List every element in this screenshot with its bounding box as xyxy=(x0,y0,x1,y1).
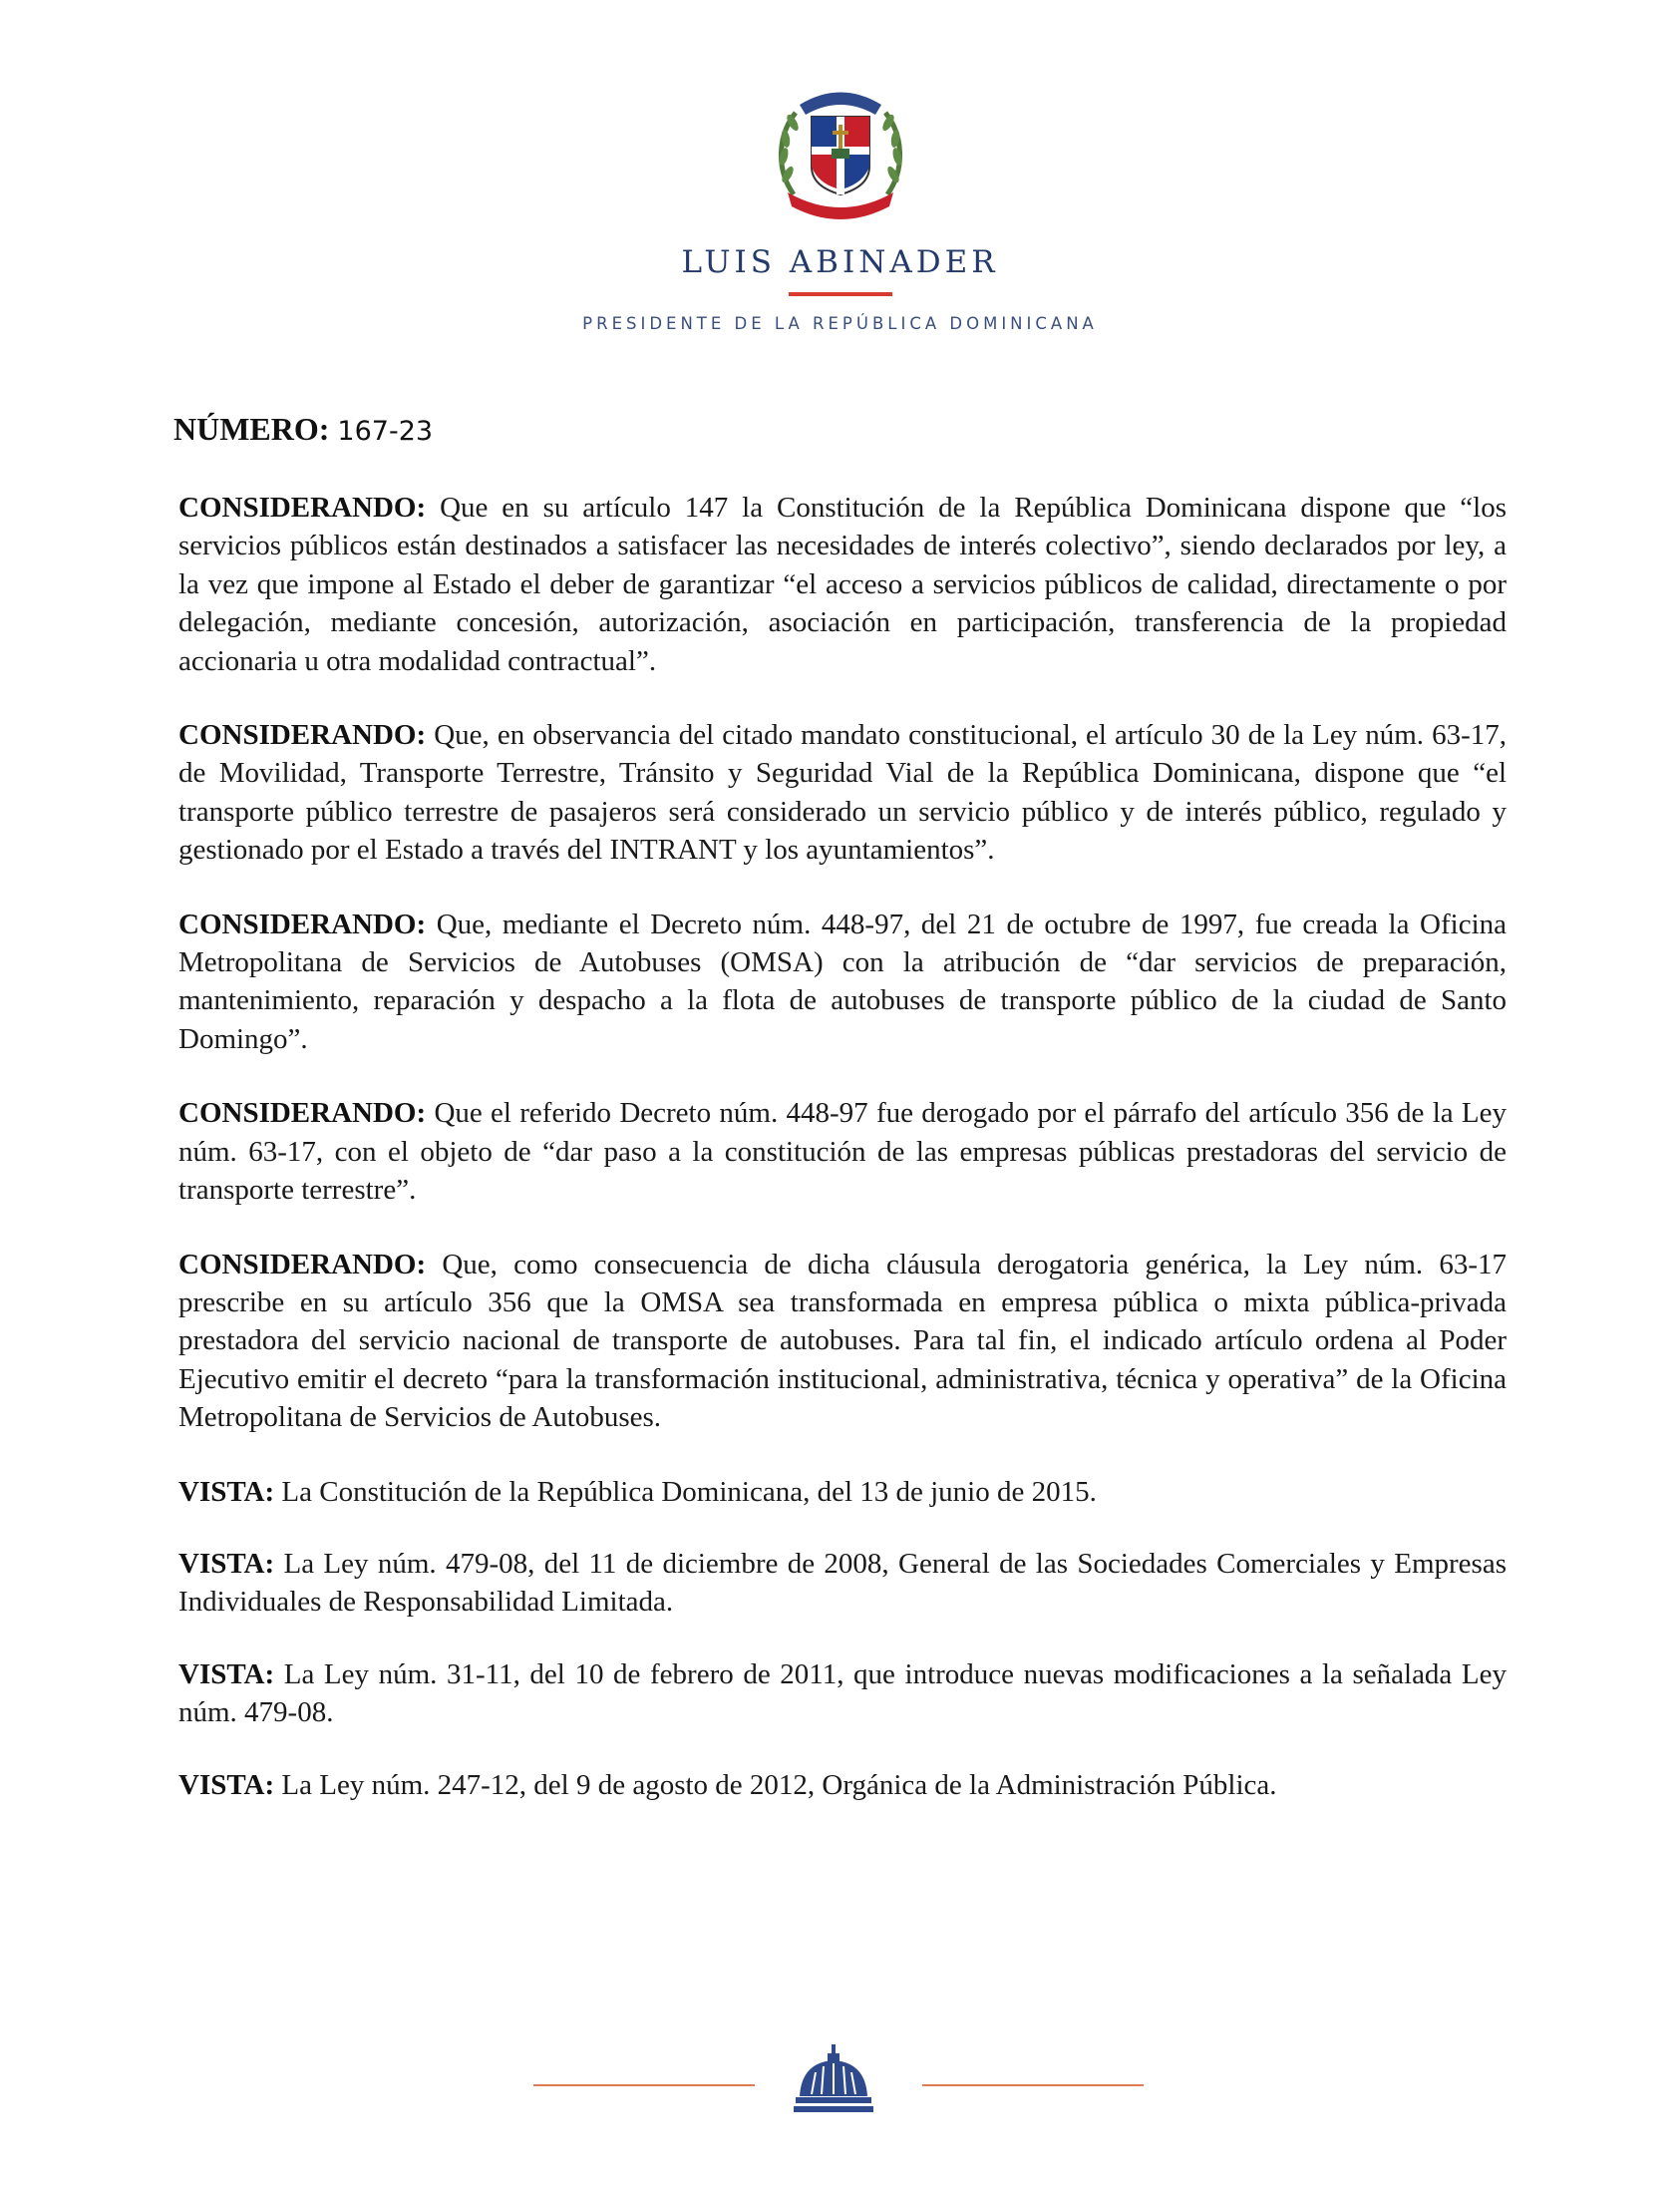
vista-paragraph xyxy=(178,1545,1507,1622)
paragraph-label: VISTA: xyxy=(178,1547,275,1580)
footer-rule-right xyxy=(922,2084,1144,2086)
paragraph-text: Que, mediante el Decreto núm. 448-97, del 21 de octubre de 1997, fue creada la Oficina Metropolitana de Servicios de Autobuses (OMSA) con la atribución de “dar servicios de preparación, mantenimiento, reparación y despacho a la flota de autobuses de transporte público de la ciudad de Santo Domingo”. xyxy=(178,908,1507,1055)
paragraph-text: Que, como consecuencia de dicha cláusula derogatoria genérica, la Ley núm. 63-17 prescribe en su artículo 356 que la OMSA sea transformada en empresa pública o mixta pública-privada prestadora del servicio nacional de transporte de autobuses. Para tal fin, el indicado artículo ordena al Poder Ejecutivo emitir el decreto “para la transformación institucional, administrativa, técnica y operativa” de la Oficina Metropolitana de Servicios de Autobuses. xyxy=(178,1248,1508,1434)
paragraph-label: CONSIDERANDO: xyxy=(178,908,427,940)
paragraph-label: CONSIDERANDO: xyxy=(178,719,427,752)
paragraph-label: VISTA: xyxy=(178,1768,275,1801)
letterhead xyxy=(0,75,1680,333)
numero-value: 167-23 xyxy=(337,416,434,447)
paragraph-label: CONSIDERANDO: xyxy=(178,1097,427,1130)
considerando-paragraph xyxy=(178,716,1507,870)
considerando-paragraph xyxy=(178,906,1507,1059)
palace-dome-icon xyxy=(794,2044,873,2114)
decree-body xyxy=(178,489,1507,1838)
coat-of-arms-icon xyxy=(766,75,915,224)
paragraph-text: La Ley núm. 247-12, del 9 de agosto de 2012, Orgánica de la Administración Pública. xyxy=(281,1768,1277,1801)
paragraph-text: La Constitución de la República Dominicana, del 13 de junio de 2015. xyxy=(281,1475,1097,1508)
considerando-paragraph xyxy=(178,489,1507,680)
considerando-paragraph xyxy=(178,1246,1507,1437)
paragraph-label: VISTA: xyxy=(178,1657,275,1690)
paragraph-text: La Ley núm. 479-08, del 11 de diciembre de 2008, General de las Sociedades Comerciales y Empresas Individuales de Responsabilidad Limitada. xyxy=(178,1547,1508,1619)
vista-paragraph xyxy=(178,1473,1507,1511)
paragraph-label: CONSIDERANDO: xyxy=(178,1248,427,1280)
paragraph-text: Que el referido Decreto núm. 448-97 fue derogado por el párrafo del artículo 356 de la Ley núm. 63-17, con el objeto de “dar paso a la constitución de las empresas públicas prestadoras del servicio de transporte terrestre”. xyxy=(178,1097,1507,1207)
footer-rule-left xyxy=(533,2084,755,2086)
president-title: PRESIDENTE DE LA REPÚBLICA DOMINICANA xyxy=(582,314,1098,333)
considerando-paragraph xyxy=(178,1094,1507,1209)
paragraph-text: Que, en observancia del citado mandato constitucional, el artículo 30 de la Ley núm. 63-17, de Movilidad, Transporte Terrestre, Tránsito y Seguridad Vial de la República Dominicana, dispone que “el transporte público terrestre de pasajeros será considerado un servicio público y de interés público, regulado y gestionado por el Estado a través del INTRANT y los ayuntamientos”. xyxy=(178,719,1508,867)
paragraph-label: VISTA: xyxy=(178,1475,275,1508)
president-name: LUIS ABINADER xyxy=(681,244,999,280)
numero-label: NÚMERO: xyxy=(173,411,330,447)
vista-paragraph xyxy=(178,1766,1507,1804)
paragraph-label: CONSIDERANDO: xyxy=(178,492,427,524)
decree-number xyxy=(173,411,433,448)
name-underline xyxy=(789,292,892,296)
paragraph-text: La Ley núm. 31-11, del 10 de febrero de 2011, que introduce nuevas modificaciones a la señalada Ley núm. 479-08. xyxy=(178,1657,1507,1729)
paragraph-text: Que en su artículo 147 la Constitución de la República Dominicana dispone que “los servicios públicos están destinados a satisfacer las necesidades de interés colectivo”, siendo declarados por ley, a la vez que impone al Estado el deber de garantizar “el acceso a servicios públicos de calidad, directamente o por delegación, mediante concesión, autorización, asociación en participación, transferencia de la propiedad accionaria u otra modalidad contractual”. xyxy=(178,492,1508,677)
vista-paragraph xyxy=(178,1655,1507,1732)
